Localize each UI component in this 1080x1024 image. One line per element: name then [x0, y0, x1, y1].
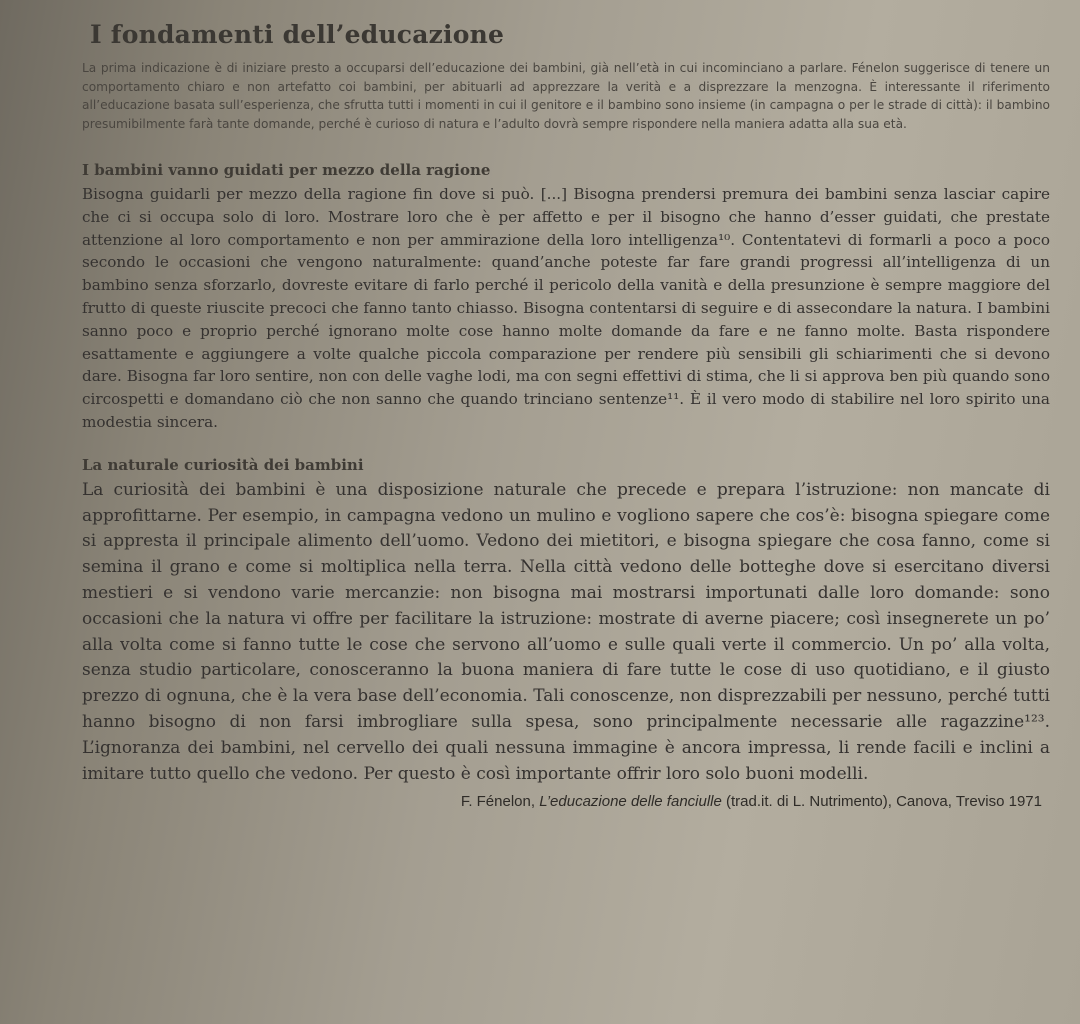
source-details: (trad.it. di L. Nutrimento), Canova, Treviso 1971 [721, 793, 1042, 811]
source-work-title: L’educazione delle fanciulle [539, 793, 722, 811]
page-title: I fondamenti dell’educazione [90, 20, 505, 49]
section-text-guidance: Bisogna guidarli per mezzo della ragione fin dove si può. [...] Bisogna prendersi premura dei bambini senza lasciar capire che ci si occupa solo di loro. Mostrare loro che è per affetto e per il bisogno che hanno d’esser guidati, che prestate attenzione al loro comportamento e non per ammirazione della loro intelligenza¹⁰. Contentatevi di formarli a poco a poco secondo le occasioni che vengono naturalmente: quand’anche poteste far fare grandi progressi all’intelligenza di un bambino senza sforzarlo, dovreste evitare di farlo perché il pericolo della vanità e della presunzione è sempre maggiore del frutto di queste riuscite precoci che fanno tanto chiasso. Bisogna contentarsi di seguire e di assecondare la natura. I bambini sanno poco e proprio perché ignorano molte cose hanno molte domande da fare e ne fanno molte. Basta rispondere esattamente e aggiungere a volte qualche piccola comparazione per rendere più sensibili gli schiarimenti che si devono dare. Bisogna far loro sentire, non con delle vaghe lodi, ma con segni effettivi di stima, che li si approva ben più quando sono circospetti e domandano ciò che non sanno che quando trinciano sentenze¹¹. È il vero modo di stabilire nel loro spirito una modestia sincera. [82, 185, 1050, 431]
section-heading-guidance: I bambini vanno guidati per mezzo della ragione [82, 161, 491, 179]
intro-paragraph: La prima indicazione è di iniziare presto a occuparsi dell’educazione dei bambini, già nell’età in cui incominciano a parlare. Fénelon suggerisce di tenere un comportamento chiaro e non artefatto coi bambini, per abituarli ad apprezzare la verità e a disprezzare la menzogna. È interessante il riferimento all’educazione basata sull’esperienza, che sfrutta tutti i momenti in cui il genitore e il bambino sono insieme (in campagna o per le strade di città): il bambino presumibilmente farà tante domande, perché è curioso di natura e l’adulto dovrà sempre rispondere nella maniera adatta alla sua età. [82, 61, 1050, 131]
section-text-curiosity: La curiosità dei bambini è una disposizione naturale che precede e prepara l’istruzione: non mancate di approfittarne. Per esempio, in campagna vedono un mulino e vogliono sapere che cos’è: bisogna spiegare come si appresta il principale alimento dell’uomo. Vedono dei mietitori, e bisogna spiegare che cosa fanno, come si semina il grano e come si moltiplica nella terra. Nella città vedono delle botteghe dove si esercitano diversi mestieri e si vendono varie mercanzie: non bisogna mai mostrarsi importunati dalle loro domande: sono occasioni che la natura vi offre per facilitare la istruzione: mostrate di averne piacere; così insegnerete un po’ alla volta come si fanno tutte le cose che servono all’uomo e sulle quali verte il commercio. Un po’ alla volta, senza studio particolare, conosceranno la buona maniera di fare tutte le cose di uso quotidiano, e il giusto prezzo di ognuna, che è la vera base dell’economia. Tali conoscenze, non disprezzabili per nessuno, perché tutti hanno bisogno di non farsi imbrogliare sulla spesa, sono principalmente necessarie alle ragazzine¹²³. L’ignoranza dei bambini, nel cervello dei quali nessuna immagine è ancora impressa, li rende facili e inclini a imitare tutto quello che vedono. Per questo è così importante offrir loro solo buoni modelli. [82, 479, 1050, 784]
source-author: F. Fénelon, [460, 793, 540, 811]
source-citation [82, 793, 1042, 810]
section-heading-curiosity: La naturale curiosità dei bambini [82, 455, 364, 474]
